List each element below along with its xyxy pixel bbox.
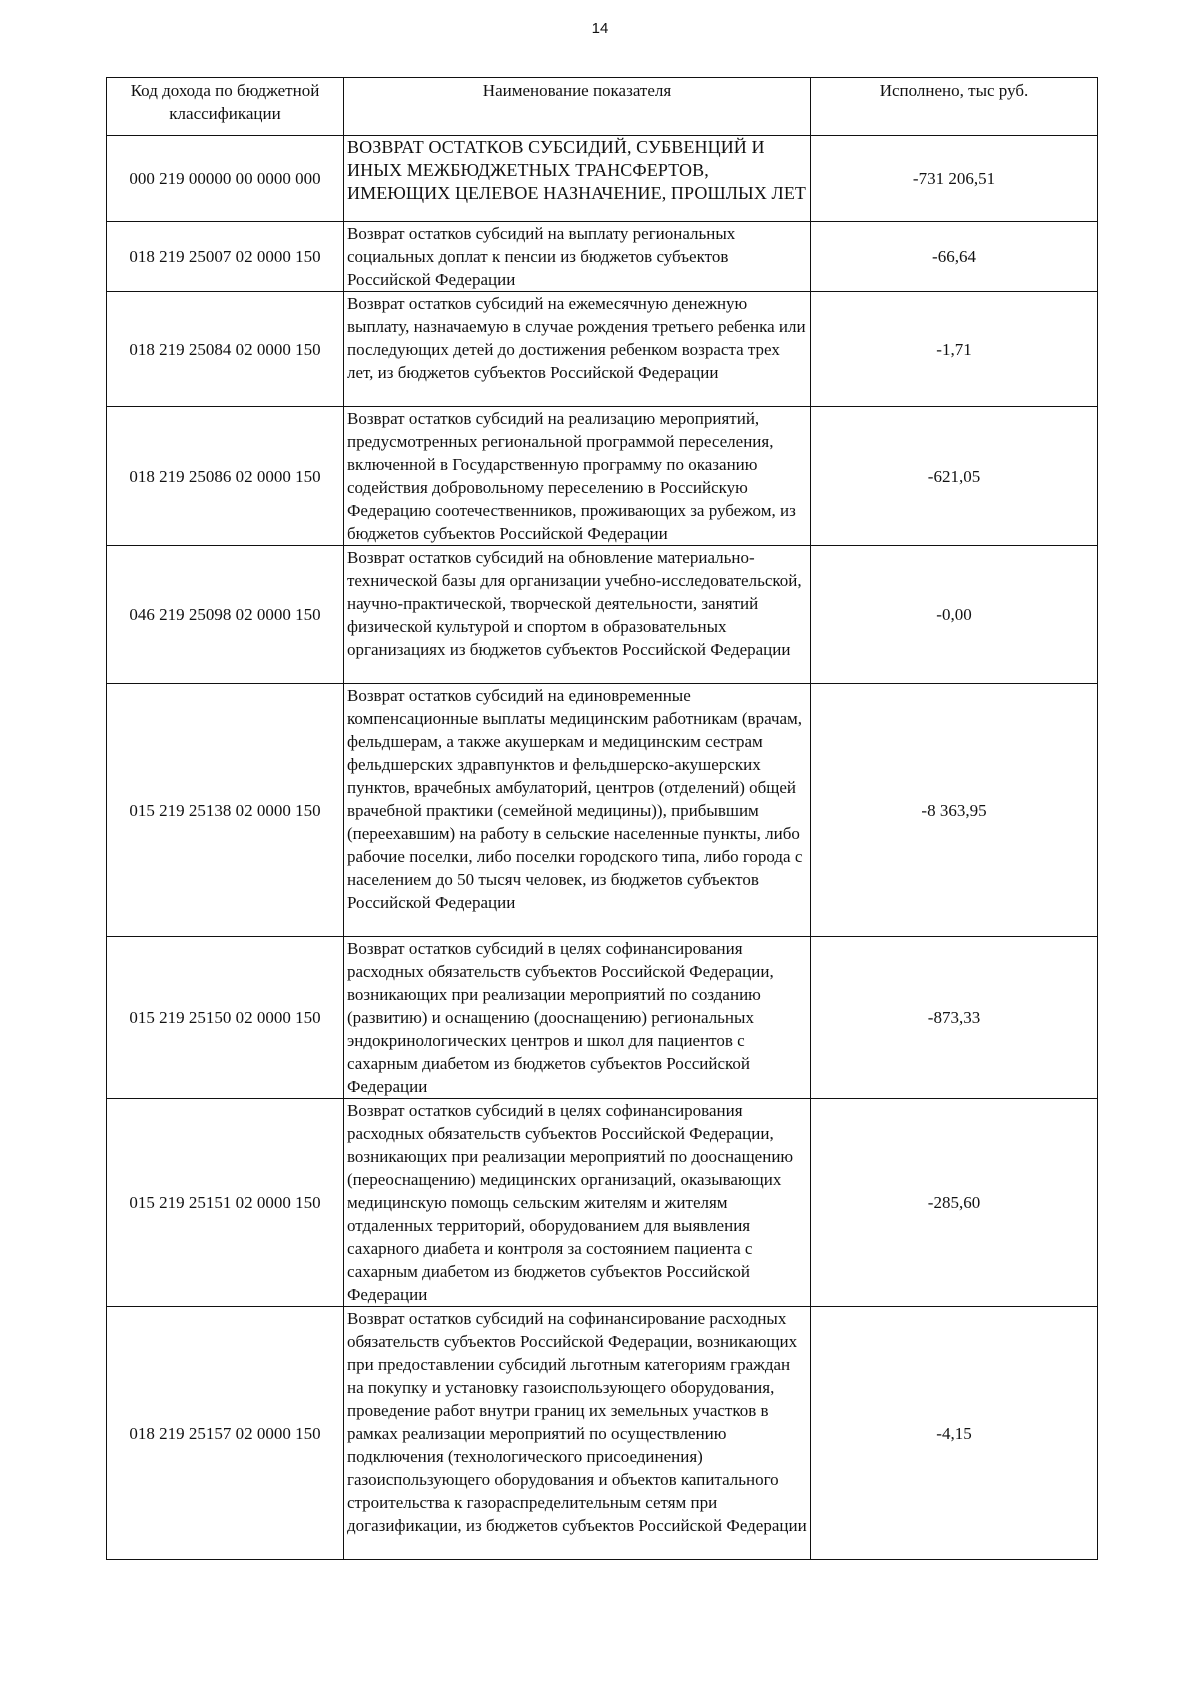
row-value: -285,60 — [811, 1099, 1098, 1307]
budget-execution-table — [106, 77, 1098, 1560]
row-name-text: Возврат остатков субсидий на единовременные компенсационные выплаты медицинским работникам (врачам, фельдшерам, а также акушеркам и медицинским сестрам фельдшерских здравпунктов и фельдшерско-акушерских пунктов, врачебных амбулаторий, центров (отделений) общей врачебной практики (семейной медицины)), прибывшим (переехавшим) на работу в сельские населенные пункты, либо рабочие поселки, либо поселки городского типа, либо города с населением до 50 тысяч человек, из бюджетов субъектов Российской Федерации — [347, 686, 803, 912]
row-code: 018 219 25086 02 0000 150 — [107, 407, 344, 546]
header-name: Наименование показателя — [344, 78, 811, 136]
row-code: 018 219 25157 02 0000 150 — [107, 1307, 344, 1560]
row-name — [344, 937, 811, 1099]
table-row — [107, 407, 1098, 546]
row-name-text: Возврат остатков субсидий на обновление материально-технической базы для организации учебно-исследовательской, научно-практической, творческой деятельности, занятий физической культурой и спортом в образовательных организациях из бюджетов субъектов Российской Федерации — [347, 548, 802, 659]
row-code: 000 219 00000 00 0000 000 — [107, 136, 344, 222]
row-code: 018 219 25084 02 0000 150 — [107, 292, 344, 407]
page-number: 14 — [591, 20, 609, 37]
row-name-text: ВОЗВРАТ ОСТАТКОВ СУБСИДИЙ, СУБВЕНЦИЙ И ИНЫХ МЕЖБЮДЖЕТНЫХ ТРАНСФЕРТОВ, ИМЕЮЩИХ ЦЕЛЕВОЕ НАЗНАЧЕНИЕ, ПРОШЛЫХ ЛЕТ — [347, 137, 807, 203]
header-row — [107, 78, 1098, 136]
row-name — [344, 407, 811, 546]
row-code: 018 219 25007 02 0000 150 — [107, 222, 344, 292]
table-row — [107, 1099, 1098, 1307]
header-code: Код дохода по бюджетной классификации — [107, 78, 344, 136]
table-row — [107, 684, 1098, 937]
row-name — [344, 292, 811, 407]
row-value: -621,05 — [811, 407, 1098, 546]
row-value: -8 363,95 — [811, 684, 1098, 937]
row-value: -873,33 — [811, 937, 1098, 1099]
row-code: 046 219 25098 02 0000 150 — [107, 546, 344, 684]
row-value: -731 206,51 — [811, 136, 1098, 222]
table-row — [107, 546, 1098, 684]
row-name-text: Возврат остатков субсидий на выплату региональных социальных доплат к пенсии из бюджетов субъектов Российской Федерации — [347, 224, 736, 289]
table-row — [107, 937, 1098, 1099]
row-name-text: Возврат остатков субсидий на реализацию мероприятий, предусмотренных региональной программой переселения, включенной в Государственную программу по оказанию содействия добровольному переселению в Российскую Федерацию соотечественников, проживающих за рубежом, из бюджетов субъектов Российской Федерации — [347, 409, 796, 543]
table-row — [107, 222, 1098, 292]
row-code: 015 219 25151 02 0000 150 — [107, 1099, 344, 1307]
table-row — [107, 136, 1098, 222]
row-value: -4,15 — [811, 1307, 1098, 1560]
row-value: -1,71 — [811, 292, 1098, 407]
row-code: 015 219 25138 02 0000 150 — [107, 684, 344, 937]
row-code: 015 219 25150 02 0000 150 — [107, 937, 344, 1099]
row-name — [344, 546, 811, 684]
row-name-text: Возврат остатков субсидий в целях софинансирования расходных обязательств субъектов Российской Федерации, возникающих при реализации мероприятий по созданию (развитию) и оснащению (дооснащению) региональных эндокринологических центров и школ для пациентов с сахарным диабетом из бюджетов субъектов Российской Федерации — [347, 939, 774, 1096]
row-value: -66,64 — [811, 222, 1098, 292]
table-header — [107, 78, 1098, 136]
row-name-text: Возврат остатков субсидий на ежемесячную денежную выплату, назначаемую в случае рождения третьего ребенка или последующих детей до достижения ребенком возраста трех лет, из бюджетов субъектов Российской Федерации — [347, 294, 806, 382]
row-name — [344, 1099, 811, 1307]
row-name — [344, 136, 811, 222]
table-body — [107, 136, 1098, 1560]
table-row — [107, 1307, 1098, 1560]
row-name-text: Возврат остатков субсидий в целях софинансирования расходных обязательств субъектов Российской Федерации, возникающих при реализации мероприятий по дооснащению (переоснащению) медицинских организаций, оказывающих медицинскую помощь сельским жителям и жителям отдаленных территорий, оборудованием для выявления сахарного диабета и контроля за состоянием пациента с сахарным диабетом из бюджетов субъектов Российской Федерации — [347, 1101, 794, 1304]
table-row — [107, 292, 1098, 407]
row-name — [344, 684, 811, 937]
row-name-text: Возврат остатков субсидий на софинансирование расходных обязательств субъектов Российской Федерации, возникающих при предоставлении субсидий льготным категориям граждан на покупку и установку газоиспользующего оборудования, проведение работ внутри границ их земельных участков в рамках реализации мероприятий по осуществлению подключения (технологического присоединения) газоиспользующего оборудования и объектов капитального строительства к газораспределительным сетям при догазификации, из бюджетов субъектов Российской Федерации — [347, 1309, 807, 1535]
row-name — [344, 1307, 811, 1560]
header-value: Исполнено, тыс руб. — [811, 78, 1098, 136]
row-value: -0,00 — [811, 546, 1098, 684]
row-name — [344, 222, 811, 292]
